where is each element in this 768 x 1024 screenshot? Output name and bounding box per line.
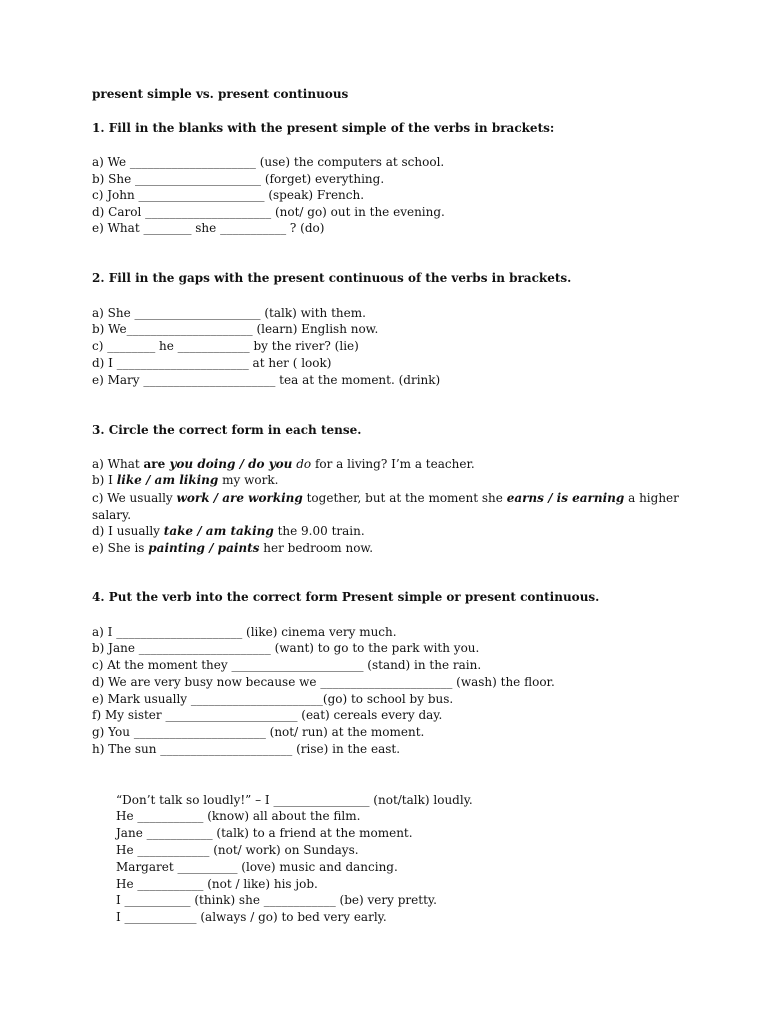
exercise-1a: a) We _____________________ (use) the computers at school. — [92, 155, 445, 169]
exercise-5-item-6: He ___________ (not / like) his job. — [116, 877, 318, 891]
exercise-3c-text: c) We usually — [92, 491, 177, 505]
page-title: present simple vs. present continuous — [92, 87, 349, 101]
exercise-3e — [92, 540, 373, 557]
exercise-5-item-4: He ____________ (not/ work) on Sundays. — [116, 843, 359, 857]
exercise-3a-bold: are — [143, 457, 170, 471]
exercise-5-item-7: I ___________ (think) she ____________ (be) very pretty. — [116, 893, 437, 907]
exercise-3d-choice: take / am taking — [163, 524, 274, 538]
exercise-4h: h) The sun ______________________ (rise) in the east. — [92, 742, 401, 756]
exercise-4b: b) Jane ______________________ (want) to go to the park with you. — [92, 641, 480, 655]
exercise-4c: c) At the moment they ______________________ (stand) in the rain. — [92, 658, 482, 672]
exercise-3c-middle: together, but at the moment she — [302, 491, 507, 505]
exercise-5-item-3: Jane ___________ (talk) to a friend at the moment. — [116, 826, 413, 840]
exercise-2b: b) We_____________________ (learn) English now. — [92, 322, 379, 336]
exercise-4f: f) My sister ______________________ (eat) cereals every day. — [92, 708, 443, 722]
exercise-3a-choice: you doing / do you — [169, 457, 293, 471]
exercise-3d — [92, 523, 365, 540]
exercise-3c — [92, 490, 682, 523]
exercise-4d: d) We are very busy now because we ______________________ (wash) the floor. — [92, 675, 555, 689]
section-2-heading: 2. Fill in the gaps with the present continuous of the verbs in brackets. — [92, 271, 572, 285]
exercise-2c: c) ________ he ____________ by the river? (lie) — [92, 339, 359, 353]
exercise-1b: b) She _____________________ (forget) everything. — [92, 172, 385, 186]
exercise-3c-choice-1: work / are working — [176, 491, 303, 505]
exercise-4e: e) Mark usually ______________________(go) to school by bus. — [92, 692, 454, 706]
exercise-1c: c) John _____________________ (speak) French. — [92, 188, 365, 202]
exercise-3a-text: a) What — [92, 457, 144, 471]
section-1-heading: 1. Fill in the blanks with the present simple of the verbs in brackets: — [92, 121, 555, 135]
exercise-3e-rest: her bedroom now. — [259, 541, 374, 555]
section-4-heading: 4. Put the verb into the correct form Present simple or present continuous. — [92, 590, 600, 604]
exercise-5-item-8: I ____________ (always / go) to bed very early. — [116, 910, 387, 924]
exercise-3a-rest: for a living? I’m a teacher. — [311, 457, 475, 471]
exercise-2a: a) She _____________________ (talk) with them. — [92, 306, 366, 320]
exercise-3a-italic: do — [292, 457, 312, 471]
exercise-3c-rest: a higher salary. — [92, 491, 679, 522]
exercise-3c-choice-2: earns / is earning — [506, 491, 625, 505]
exercise-2e: e) Mary ______________________ tea at the moment. (drink) — [92, 373, 441, 387]
exercise-5-item-2: He ___________ (know) all about the film. — [116, 809, 361, 823]
exercise-3b-rest: my work. — [218, 473, 279, 487]
exercise-3d-rest: the 9.00 train. — [273, 524, 365, 538]
exercise-1e: e) What ________ she ___________ ? (do) — [92, 221, 325, 235]
exercise-5-item-5: Margaret __________ (love) music and dancing. — [116, 860, 398, 874]
exercise-5-item-1: “Don’t talk so loudly!” – I ________________ (not/talk) loudly. — [116, 793, 473, 807]
exercise-3b — [92, 472, 278, 489]
section-3-heading: 3. Circle the correct form in each tense. — [92, 423, 362, 437]
exercise-3e-choice: painting / paints — [148, 541, 260, 555]
exercise-4g: g) You ______________________ (not/ run) at the moment. — [92, 725, 425, 739]
exercise-3d-text: d) I usually — [92, 524, 164, 538]
exercise-3a — [92, 456, 475, 473]
exercise-2d: d) I ______________________ at her ( look) — [92, 356, 332, 370]
exercise-1d: d) Carol _____________________ (not/ go) out in the evening. — [92, 205, 445, 219]
exercise-3b-text: b) I — [92, 473, 117, 487]
exercise-3e-text: e) She is — [92, 541, 149, 555]
exercise-3b-choice: like / am liking — [116, 473, 219, 487]
exercise-4a: a) I _____________________ (like) cinema very much. — [92, 625, 397, 639]
